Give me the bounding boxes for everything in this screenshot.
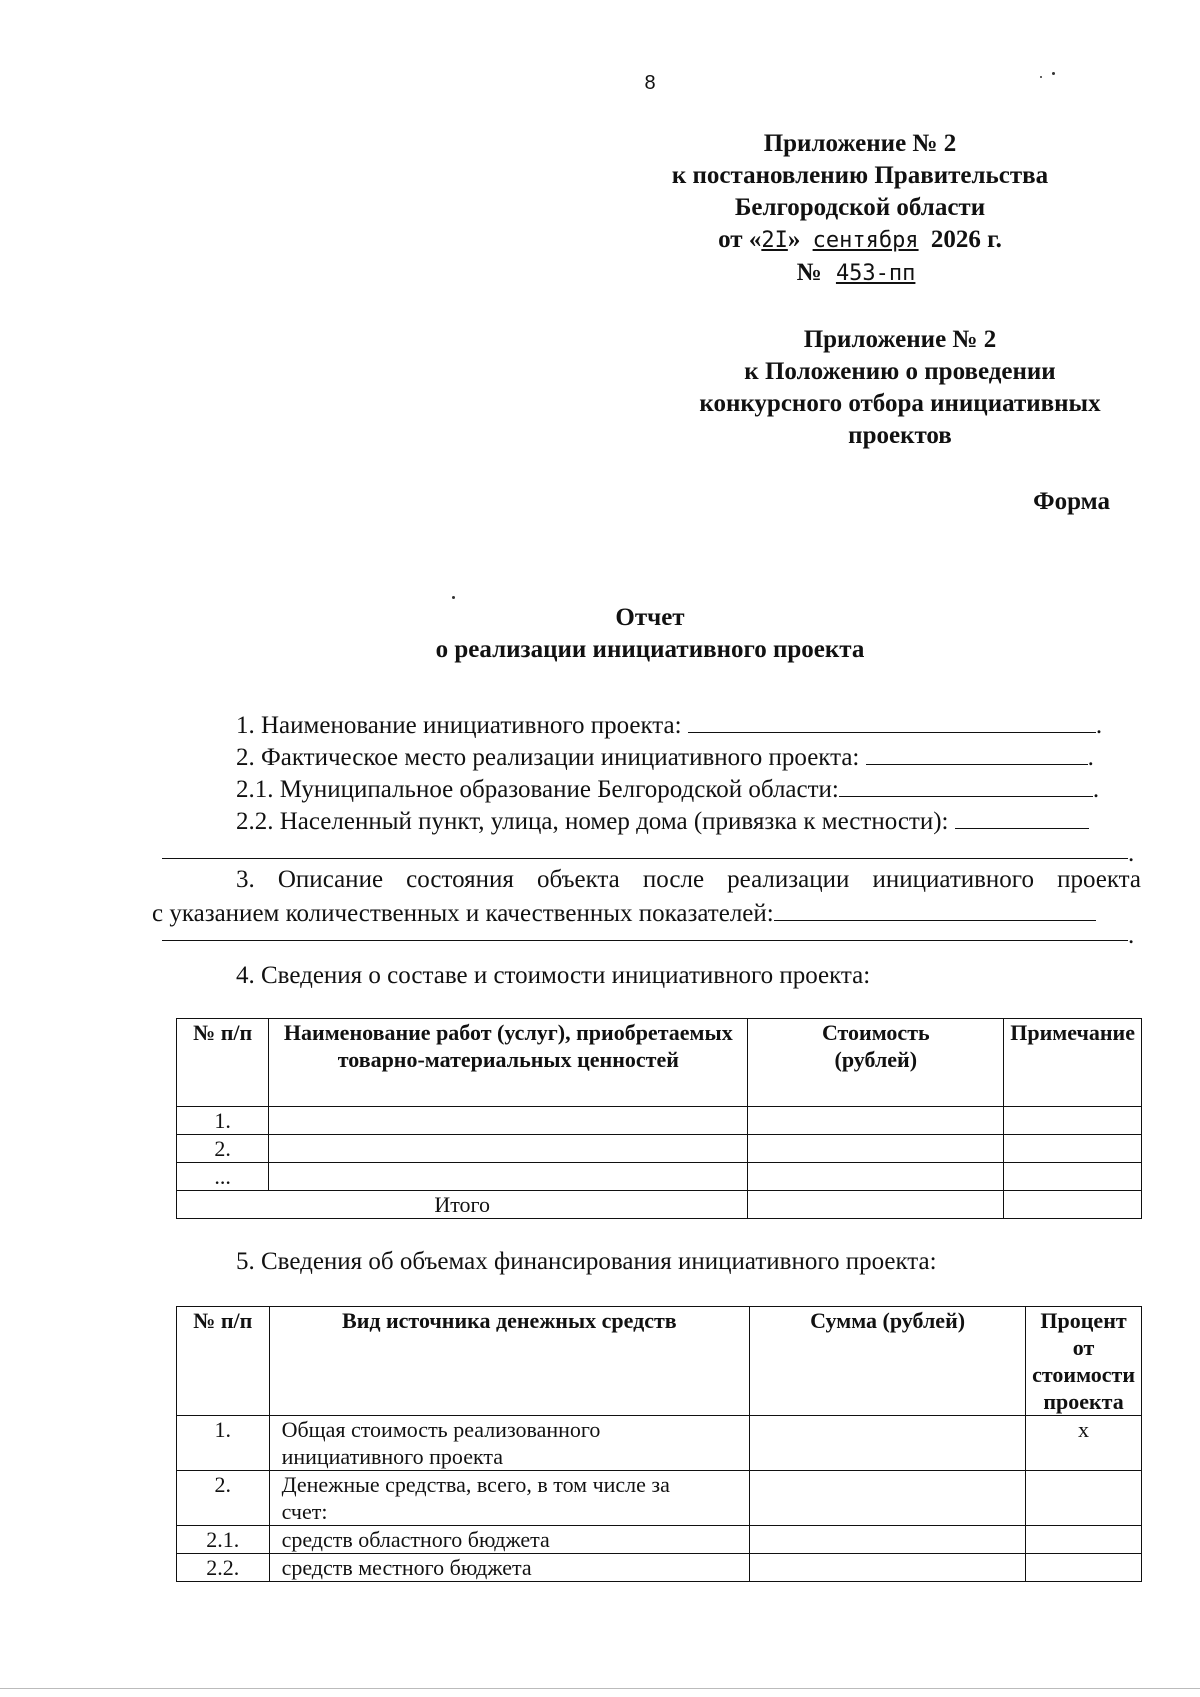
table2-row-sum[interactable]	[750, 1526, 1026, 1554]
period: .	[1087, 744, 1094, 771]
number-prefix: №	[796, 259, 822, 286]
report-title-line1: Отчет	[615, 604, 685, 631]
table2-row-num: 2.1.	[177, 1526, 270, 1554]
table2-row-sum[interactable]	[750, 1416, 1026, 1471]
appendix-regulation	[640, 324, 1160, 452]
page-number: 8	[644, 72, 656, 94]
report-title	[0, 602, 1200, 666]
period: .	[1128, 922, 1135, 949]
period: .	[1092, 776, 1100, 803]
composition-table	[176, 1018, 1142, 1219]
table1-row-name[interactable]	[269, 1107, 748, 1135]
table2-row-source: средств областного бюджета	[269, 1526, 750, 1554]
table1-total-label: Итого	[177, 1191, 748, 1219]
date-day: 2I	[761, 228, 788, 253]
scan-speck	[1052, 72, 1055, 75]
table-row	[177, 1416, 1142, 1471]
table1-row-note[interactable]	[1004, 1135, 1142, 1163]
item-municipality	[236, 772, 1099, 806]
table-row	[177, 1135, 1142, 1163]
appendix-number	[600, 257, 1120, 290]
table1-header-name: Наименование работ (услуг), приобретаемых товарно-материальных ценностей	[269, 1019, 748, 1107]
item-location-label: 2. Фактическое место реализации инициативного проекта:	[236, 744, 860, 771]
table1-header-num: № п/п	[177, 1019, 269, 1107]
scan-edge-line	[0, 1688, 1200, 1689]
table1-row-note[interactable]	[1004, 1163, 1142, 1191]
item-address	[236, 804, 1089, 838]
description-blank	[774, 896, 1096, 921]
table1-row-cost[interactable]	[748, 1163, 1004, 1191]
appendix-header	[600, 128, 1120, 290]
item-description-label: с указанием количественных и качественных показателей:	[152, 900, 774, 927]
report-title-line2: о реализации инициативного проекта	[435, 636, 865, 663]
number-value: 453-пп	[835, 261, 916, 286]
item-project-name	[236, 708, 1102, 742]
financing-table	[176, 1306, 1142, 1582]
table2-row-percent[interactable]	[1026, 1526, 1142, 1554]
regulation-line2: к Положению о проведении	[744, 358, 1056, 385]
table2-header-num: № п/п	[177, 1307, 270, 1416]
table2-row-num: 2.2.	[177, 1554, 270, 1582]
location-blank	[866, 740, 1088, 765]
date-mid: »	[787, 226, 801, 253]
item-address-label: 2.2. Населенный пункт, улица, номер дома (привязка к местности):	[236, 808, 949, 835]
scan-speck	[1040, 76, 1042, 78]
table1-row-name[interactable]	[269, 1135, 748, 1163]
table1-row-cost[interactable]	[748, 1135, 1004, 1163]
period: .	[1128, 840, 1135, 867]
date-prefix: от «	[718, 226, 762, 253]
form-label: Форма	[1033, 488, 1110, 515]
table-row	[177, 1526, 1142, 1554]
appendix-title: Приложение № 2	[763, 130, 957, 157]
table1-row-name[interactable]	[269, 1163, 748, 1191]
scan-speck	[452, 596, 455, 599]
table1-total-note[interactable]	[1004, 1191, 1142, 1219]
table1-row-note[interactable]	[1004, 1107, 1142, 1135]
table-row	[177, 1554, 1142, 1582]
item-location	[236, 740, 1094, 774]
table1-row-num: 1.	[177, 1107, 269, 1135]
table1-row-cost[interactable]	[748, 1107, 1004, 1135]
table2-row-sum[interactable]	[750, 1554, 1026, 1582]
table-row	[177, 1107, 1142, 1135]
appendix-reference: к постановлению Правительства	[671, 162, 1049, 189]
table2-row-source: Общая стоимость реализованного инициативного проекта	[269, 1416, 750, 1471]
table1-row-num: ...	[177, 1163, 269, 1191]
table2-row-source: средств местного бюджета	[269, 1554, 750, 1582]
address-blank	[955, 804, 1089, 829]
project-name-blank	[688, 708, 1096, 733]
table2-row-num: 1.	[177, 1416, 270, 1471]
item-financing: 5. Сведения об объемах финансирования инициативного проекта:	[236, 1248, 937, 1275]
table2-row-source: Денежные средства, всего, в том числе за счет:	[269, 1471, 750, 1526]
table-row	[177, 1471, 1142, 1526]
item-description-line2	[152, 896, 1096, 930]
regulation-line4: проектов	[848, 422, 952, 449]
table2-header-source: Вид источника денежных средств	[269, 1307, 750, 1416]
table2-header-sum: Сумма (рублей)	[750, 1307, 1026, 1416]
table1-row-num: 2.	[177, 1135, 269, 1163]
appendix-region: Белгородской области	[734, 194, 986, 221]
table1-header-note: Примечание	[1004, 1019, 1142, 1107]
table2-row-sum[interactable]	[750, 1471, 1026, 1526]
table2-row-percent[interactable]	[1026, 1554, 1142, 1582]
table1-total-row	[177, 1191, 1142, 1219]
municipality-blank	[839, 772, 1093, 797]
date-year: 2026 г.	[930, 226, 1002, 253]
table2-row-num: 2.	[177, 1471, 270, 1526]
description-continuation-line	[162, 940, 1128, 941]
item-municipality-label: 2.1. Муниципальное образование Белгородской области:	[236, 776, 839, 803]
address-continuation-line	[162, 858, 1128, 859]
table1-header-cost: Стоимость (рублей)	[748, 1019, 1004, 1107]
period: .	[1095, 712, 1103, 739]
regulation-title: Приложение № 2	[803, 326, 997, 353]
regulation-line3: конкурсного отбора инициативных	[699, 390, 1101, 417]
table-row	[177, 1163, 1142, 1191]
table2-row-percent: х	[1026, 1416, 1142, 1471]
appendix-date	[600, 224, 1120, 257]
table2-header-percent: Процент от стоимости проекта	[1026, 1307, 1142, 1416]
table2-row-percent[interactable]	[1026, 1471, 1142, 1526]
item-project-name-label: 1. Наименование инициативного проекта:	[236, 712, 682, 739]
item-description: 3. Описание состояния объекта после реализации инициативного проекта	[236, 866, 1141, 893]
date-month: сентября	[812, 228, 919, 253]
item-composition: 4. Сведения о составе и стоимости инициативного проекта:	[236, 962, 871, 989]
table1-total-cost[interactable]	[748, 1191, 1004, 1219]
